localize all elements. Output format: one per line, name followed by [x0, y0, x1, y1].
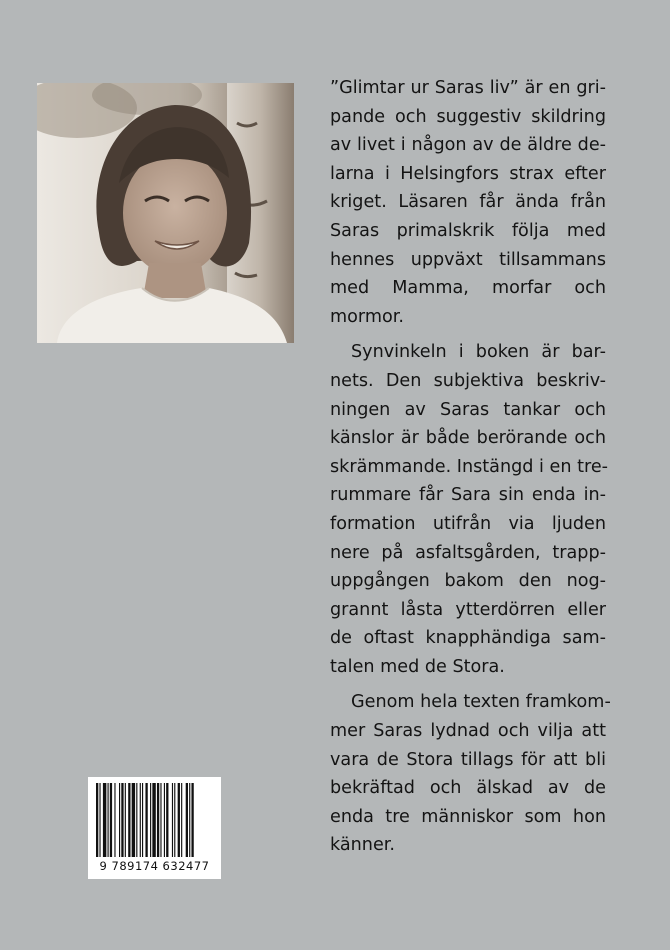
blurb-line: av livet i någon av de äldre de- — [330, 135, 606, 156]
barcode-bar — [136, 783, 137, 857]
blurb-paragraph — [330, 688, 611, 860]
isbn-number: 9 789174 632477 — [99, 859, 210, 873]
barcode-bar — [186, 783, 188, 857]
blurb-line: Synvinkeln i boken är bar- — [351, 342, 606, 363]
blurb-line: känslor är både berörande och — [330, 428, 606, 449]
blurb-line: uppgången bakom den nog- — [330, 571, 606, 592]
barcode-bar — [145, 783, 147, 857]
blurb-line: grannt låsta ytterdörren eller — [330, 599, 606, 620]
barcode-bar — [110, 783, 112, 857]
blurb-line: larna i Helsingfors strax efter — [330, 163, 606, 184]
barcode-bar — [108, 783, 109, 857]
blurb-line: de oftast knapphändiga sam- — [330, 628, 606, 649]
author-portrait-image — [37, 83, 294, 343]
blurb-paragraph — [330, 338, 606, 681]
barcode-bar — [103, 783, 106, 857]
barcode-bar — [172, 783, 173, 857]
barcode-bar — [142, 783, 143, 857]
barcode-bar — [96, 783, 98, 857]
barcode-bar — [189, 783, 190, 857]
barcode-bar — [121, 783, 123, 857]
blurb-line: nets. Den subjektiva beskriv- — [330, 370, 606, 391]
blurb-line: bekräftad och älskad av de — [330, 778, 606, 799]
barcode-bar — [152, 783, 155, 857]
blurb-line: kriget. Läsaren får ända från — [330, 192, 606, 213]
blurb-line: nere på asfaltsgården, trapp- — [330, 542, 606, 563]
blurb-line: formation utifrån via ljuden — [330, 513, 606, 534]
blurb-line: rummare får Sara sin enda in- — [330, 485, 606, 506]
barcode-bar — [157, 783, 159, 857]
blurb-line: ”Glimtar ur Saras liv” är en gri- — [330, 78, 606, 98]
blurb-paragraph — [330, 74, 606, 331]
blurb-line: mer Saras lydnad och vilja att — [330, 721, 606, 742]
barcode-bar — [99, 783, 100, 857]
author-photo — [37, 83, 294, 343]
barcode-bar — [128, 783, 130, 857]
blurb-line: vara de Stora tillags för att bli — [330, 749, 606, 770]
blurb-line: enda tre människor som hon — [330, 806, 606, 827]
barcode-bars — [88, 777, 221, 859]
barcode-bar — [164, 783, 165, 857]
barcode-bar — [125, 783, 126, 857]
barcode-bar — [166, 783, 168, 857]
blurb-line: talen med de Stora. — [330, 656, 505, 677]
blurb-line: ningen av Saras tankar och — [330, 399, 606, 420]
barcode-bar — [150, 783, 151, 857]
barcode-bar — [160, 783, 161, 857]
blurb-line: Genom hela texten framkom- — [351, 692, 611, 713]
blurb-line: hennes uppväxt tillsammans — [330, 249, 606, 270]
barcode-bar — [114, 783, 115, 857]
barcode-bar — [132, 783, 135, 857]
blurb-line: mormor. — [330, 306, 404, 327]
blurb-line: Saras primalskrik följa med — [330, 220, 606, 241]
blurb-line: känner. — [330, 835, 395, 856]
barcode-bar — [140, 783, 141, 857]
barcode-bar — [174, 783, 175, 857]
back-cover-blurb — [330, 74, 611, 860]
barcode-bar — [178, 783, 180, 857]
barcode-bar — [119, 783, 120, 857]
barcode-bar — [191, 783, 193, 857]
blurb-line: pande och suggestiv skildring — [330, 106, 606, 127]
blurb-line: med Mamma, morfar och — [330, 278, 606, 299]
barcode-bar — [181, 783, 182, 857]
blurb-line: skrämmande. Instängd i en tre- — [330, 456, 608, 477]
isbn-barcode — [88, 777, 221, 879]
